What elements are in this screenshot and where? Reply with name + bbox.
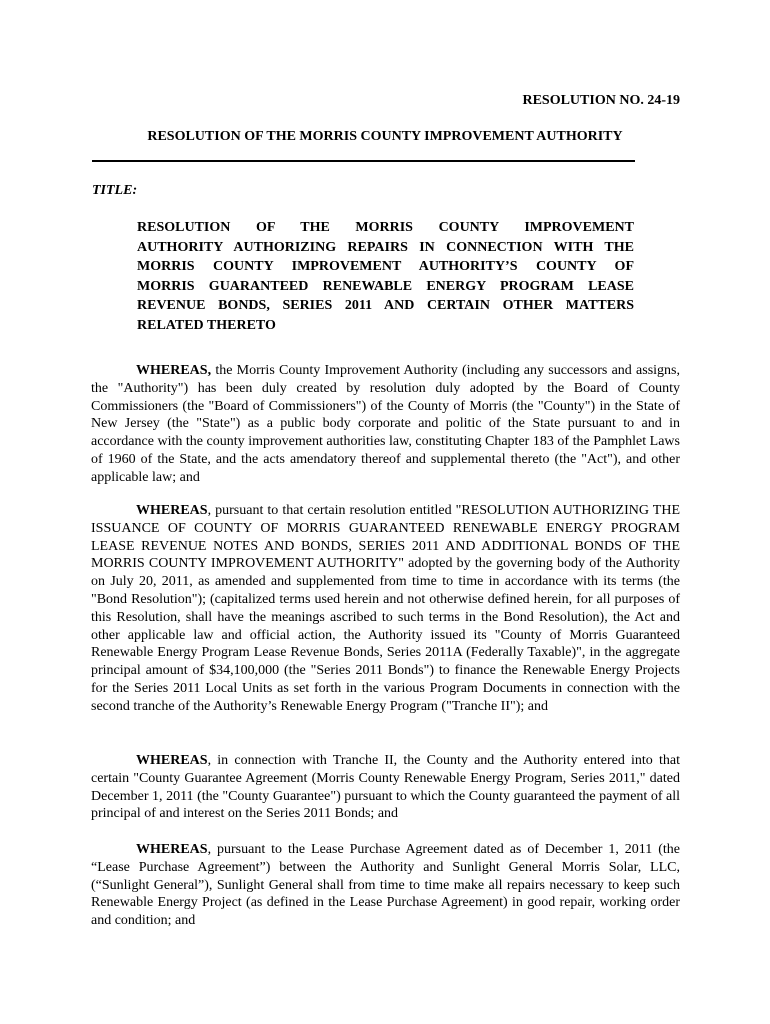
- paragraph-body: , pursuant to that certain resolution entitled "RESOLUTION AUTHORIZING THE ISSUANCE OF COUNTY OF MORRIS GUARANTEED RENEWABLE ENERGY PROGRAM LEASE REVENUE NOTES AND BONDS, SERIES 2011 AND ADDITIONAL BONDS OF THE MORRIS COUNTY IMPROVEMENT AUTHORITY" adopted by the governing body of the Authority on July 20, 2011, as amended and supplemented from time to time in accordance with its terms (the "Bond Resolution"); (capitalized terms used herein and not otherwise defined herein, for all purposes of this Resolution, shall have the meanings ascribed to such terms in the Bond Resolution), the Act and other applicable law and official action, the Authority issued its "County of Morris Guaranteed Renewable Energy Program Lease Revenue Bonds, Series 2011A (Federally Taxable)", in the aggregate principal amount of $34,100,000 (the "Series 2011 Bonds") to finance the Renewable Energy Projects for the Series 2011 Local Units as set forth in the various Program Documents in connection with the second tranche of the Authority’s Renewable Energy Program ("Tranche II"); and: [91, 503, 680, 714]
- resolution-number: RESOLUTION NO. 24-19: [522, 93, 680, 108]
- horizontal-rule: [92, 160, 635, 162]
- whereas-lead: WHEREAS: [136, 503, 208, 518]
- whereas-paragraph-2: [91, 502, 680, 716]
- whereas-paragraph-3: [91, 752, 680, 823]
- title-label: TITLE:: [92, 183, 138, 198]
- paragraph-body: the Morris County Improvement Authority (including any successors and assigns, the "Authority") has been duly created by resolution duly adopted by the Board of County Commissioners (the "Board of Commissioners") of the County of Morris (the "County") in the State of New Jersey (the "State") as a public body corporate and politic of the State pursuant to and in accordance with the county improvement authorities law, constituting Chapter 183 of the Pamphlet Laws of 1960 of the State, and the acts amendatory thereof and supplemental thereto (the "Act"), and other applicable law; and: [91, 363, 680, 485]
- title-line: RESOLUTION OF THE MORRIS COUNTY IMPROVEMENT: [137, 220, 634, 235]
- title-line: MORRIS COUNTY IMPROVEMENT AUTHORITY’S COUNTY OF: [137, 259, 634, 275]
- whereas-lead: WHEREAS: [136, 753, 208, 768]
- paragraph-body: , in connection with Tranche II, the County and the Authority entered into that certain "County Guarantee Agreement (Morris County Renewable Energy Program, Series 2011," dated December 1, 2011 (the "County Guarantee") pursuant to which the County guaranteed the payment of all principal of and interest on the Series 2011 Bonds; and: [91, 753, 680, 822]
- title-line: RELATED THERETO: [137, 317, 276, 333]
- whereas-lead: WHEREAS,: [136, 363, 212, 378]
- title-line: AUTHORITY AUTHORIZING REPAIRS IN CONNECTION WITH THE: [137, 239, 634, 255]
- org-heading: RESOLUTION OF THE MORRIS COUNTY IMPROVEMENT AUTHORITY: [147, 129, 623, 144]
- paragraph-body: , pursuant to the Lease Purchase Agreement dated as of December 1, 2011 (the “Lease Purchase Agreement”) between the Authority and Sunlight General Morris Solar, LLC, (“Sunlight General”), Sunlight General shall from time to time make all repairs necessary to keep such Renewable Energy Project (as defined in the Lease Purchase Agreement) in good repair, working order and condition; and: [91, 842, 680, 929]
- whereas-lead: WHEREAS: [136, 842, 208, 857]
- whereas-paragraph-4: [91, 841, 680, 930]
- title-line: REVENUE BONDS, SERIES 2011 AND CERTAIN OTHER MATTERS: [137, 298, 634, 314]
- title-line: MORRIS GUARANTEED RENEWABLE ENERGY PROGRAM LEASE: [137, 278, 634, 294]
- whereas-paragraph-1: [91, 362, 680, 487]
- resolution-title: [137, 218, 634, 336]
